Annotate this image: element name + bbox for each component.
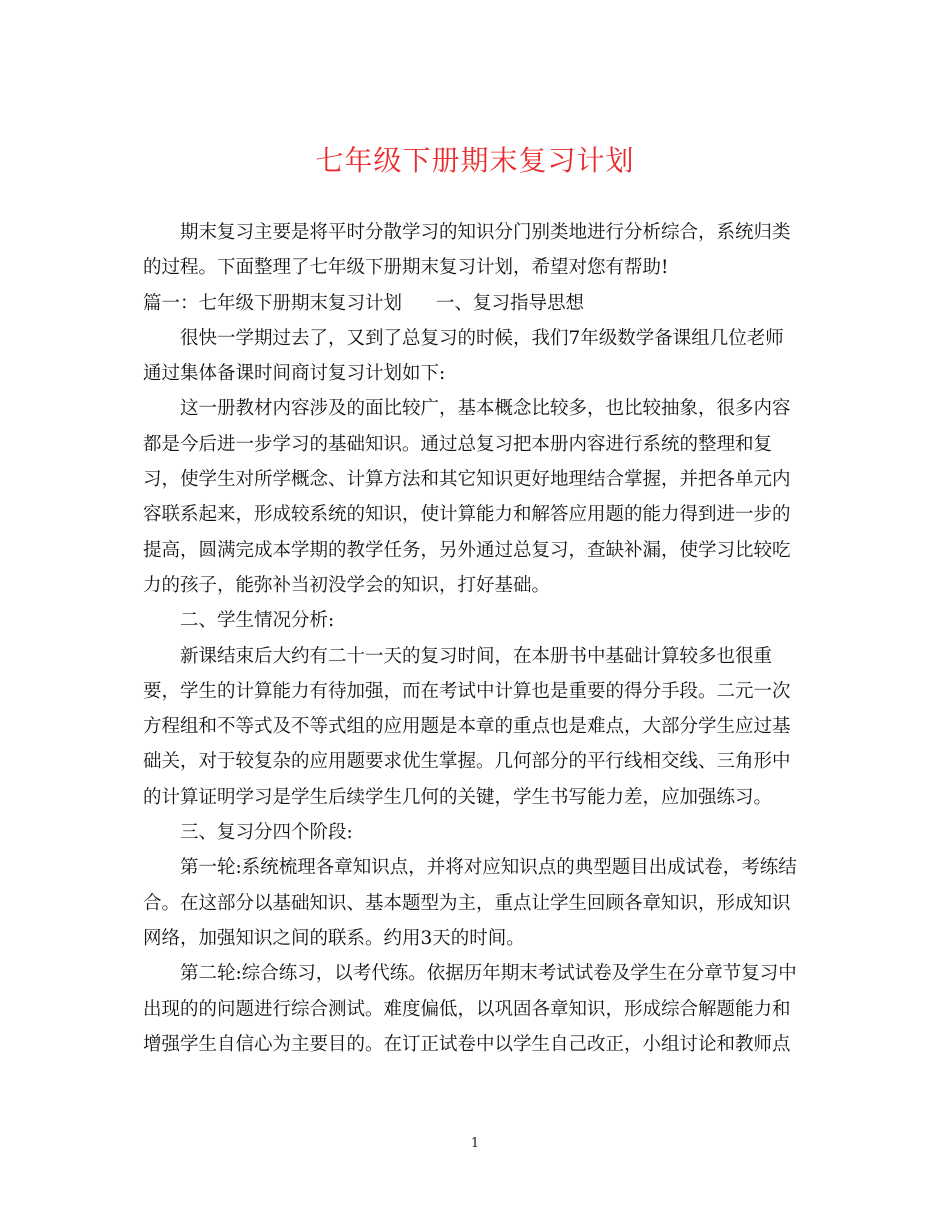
text-line: 第二轮:综合练习，以考代练。依据历年期末考试试卷及学生在分章节复习中 — [180, 963, 797, 985]
text-line — [143, 286, 807, 321]
paragraph — [143, 391, 807, 603]
text-line: 习，使学生对所学概念、计算方法和其它知识更好地理结合掌握，并把各单元内 — [143, 469, 791, 491]
text-line: 三、复习分四个阶段: — [180, 822, 353, 844]
section-title: 篇一：七年级下册期末复习计划 — [143, 292, 403, 314]
text-line: 力的孩子，能弥补当初没学会的知识，打好基础。 — [143, 574, 551, 596]
paragraph — [143, 850, 807, 956]
text-line: 提高，圆满完成本学期的教学任务，另外通过总复习，查缺补漏，使学习比较吃 — [143, 539, 791, 561]
paragraph-section-heading — [143, 286, 807, 321]
text-line: 合。在这部分以基础知识、基本题型为主，重点让学生回顾各章知识，形成知识 — [143, 892, 791, 914]
text-line: 要，学生的计算能力有待加强，而在考试中计算也是重要的得分手段。二元一次 — [143, 680, 791, 702]
paragraph — [143, 956, 807, 1062]
paragraph — [143, 639, 807, 815]
paragraph-intro — [143, 215, 807, 286]
document-body — [143, 215, 807, 1062]
paragraph-heading — [143, 603, 807, 638]
text-line: 第一轮:系统梳理各章知识点，并将对应知识点的典型题目出成试卷，考练结 — [180, 857, 797, 879]
text-line: 网络，加强知识之间的联系。约用3天的时间。 — [143, 927, 525, 949]
text-line: 新课结束后大约有二十一天的复习时间，在本册书中基础计算较多也很重 — [180, 645, 773, 667]
text-line: 方程组和不等式及不等式组的应用题是本章的重点也是难点，大部分学生应过基 — [143, 716, 791, 738]
text-line: 础关，对于较复杂的应用题要求优生掌握。几何部分的平行线相交线、三角形中 — [143, 751, 791, 773]
text-line: 都是今后进一步学习的基础知识。通过总复习把本册内容进行系统的整理和复 — [143, 433, 773, 455]
text-line: 很快一学期过去了，又到了总复习的时候，我们7年级数学备课组几位老师 — [180, 327, 784, 349]
text-line: 的过程。下面整理了七年级下册期末复习计划，希望对您有帮助! — [143, 257, 669, 279]
text-line: 通过集体备课时间商讨复习计划如下: — [143, 363, 446, 385]
document-title: 七年级下册期末复习计划 — [315, 144, 635, 177]
text-line: 期末复习主要是将平时分散学习的知识分门别类地进行分析综合，系统归类 — [180, 222, 791, 243]
text-line: 增强学生自信心为主要目的。在订正试卷中以学生自己改正，小组讨论和教师点 — [143, 1033, 791, 1055]
subsection-title: 一、复习指导思想 — [436, 292, 585, 314]
text-line: 出现的的问题进行综合测试。难度偏低，以巩固各章知识，形成综合解题能力和 — [143, 998, 791, 1020]
text-line: 这一册教材内容涉及的面比较广，基本概念比较多，也比较抽象，很多内容 — [180, 398, 791, 420]
text-line: 容联系起来，形成较系统的知识，使计算能力和解答应用题的能力得到进一步的 — [143, 504, 791, 526]
paragraph-heading — [143, 815, 807, 850]
paragraph — [143, 321, 807, 392]
page-number: 1 — [470, 1136, 480, 1151]
text-line: 的计算证明学习是学生后续学生几何的关键，学生书写能力差，应加强练习。 — [143, 786, 773, 808]
text-line: 二、学生情况分析: — [180, 610, 335, 632]
